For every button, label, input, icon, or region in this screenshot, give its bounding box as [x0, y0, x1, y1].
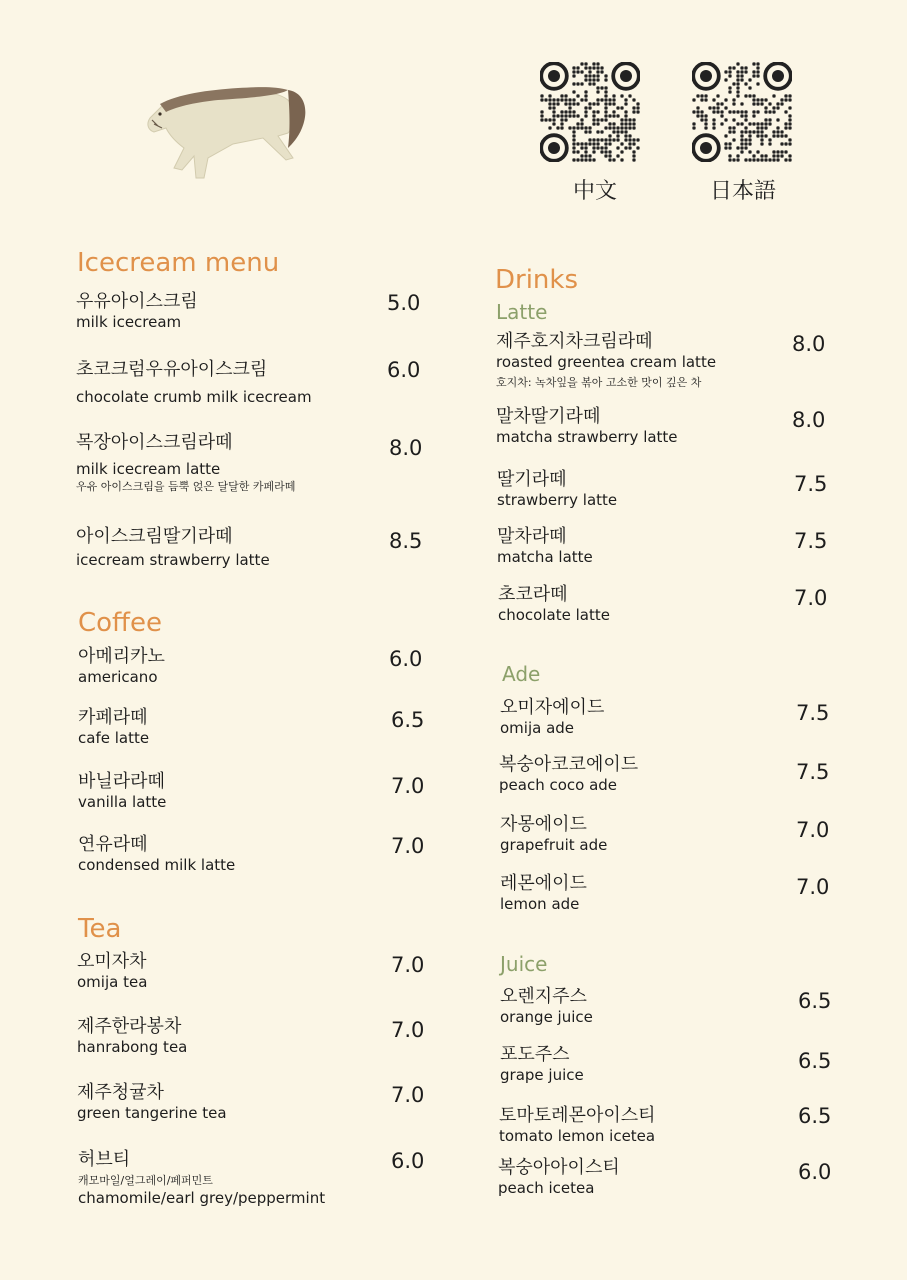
item-name-ko: 레몬에이드 [500, 873, 587, 894]
item-name-ko: 오미자차 [77, 951, 147, 972]
menu-item [497, 469, 617, 510]
menu-item [77, 1082, 227, 1123]
item-price: 6.5 [391, 708, 425, 732]
item-price: 8.0 [389, 436, 423, 460]
item-name-ko: 초코크럼우유아이스크림 [76, 359, 268, 380]
menu-item [78, 834, 235, 875]
item-name-en: matcha latte [497, 548, 593, 566]
item-name-ko: 허브티 [78, 1149, 131, 1170]
item-name-ko: 말차딸기라떼 [496, 406, 601, 427]
menu-item [76, 291, 198, 332]
item-name-en: roasted greentea cream latte [496, 353, 717, 371]
item-name-en: vanilla latte [78, 793, 167, 811]
item-name-ko: 복숭아아이스티 [498, 1157, 620, 1178]
item-name-ko: 목장아이스크림라떼 [76, 432, 233, 453]
subsection-title-juice: Juice [500, 952, 548, 976]
item-name-ko: 오렌지주스 [500, 986, 587, 1007]
item-name-en: chocolate latte [498, 606, 610, 624]
menu-item [77, 951, 147, 992]
item-price: 7.0 [391, 953, 425, 977]
menu-item [76, 526, 270, 570]
menu-item [78, 646, 165, 687]
item-price: 8.0 [792, 408, 826, 432]
item-name-ko: 제주호지차크림라떼 [496, 331, 653, 352]
item-price: 6.0 [387, 358, 421, 382]
horse-illustration-icon [138, 78, 313, 183]
item-name-ko: 토마토레몬아이스티 [499, 1105, 656, 1126]
item-price: 6.0 [391, 1149, 425, 1173]
item-price: 7.5 [796, 760, 830, 784]
item-name-en: peach icetea [498, 1179, 595, 1197]
item-name-ko: 자몽에이드 [500, 814, 587, 835]
item-name-en: orange juice [500, 1008, 593, 1026]
item-name-en: chamomile/earl grey/peppermint [78, 1189, 326, 1207]
item-name-en: chocolate crumb milk icecream [76, 388, 312, 406]
item-price: 7.0 [391, 834, 425, 858]
menu-item [500, 986, 593, 1027]
qr-code-icon[interactable] [540, 62, 640, 162]
item-price: 7.0 [391, 1018, 425, 1042]
item-price: 7.5 [796, 701, 830, 725]
item-name-en: milk icecream latte [76, 460, 221, 478]
item-name-en: omija tea [77, 973, 148, 991]
menu-item [499, 754, 638, 795]
item-name-ko: 복숭아코코에이드 [499, 754, 639, 775]
item-price: 7.5 [794, 529, 828, 553]
item-price: 8.5 [389, 529, 423, 553]
item-name-en: matcha strawberry latte [496, 428, 678, 446]
item-name-ko: 딸기라떼 [497, 469, 567, 490]
qr-code-icon[interactable] [692, 62, 792, 162]
item-price: 7.0 [796, 818, 830, 842]
subsection-title-latte: Latte [496, 300, 548, 324]
item-name-en: tomato lemon icetea [499, 1127, 656, 1145]
section-title-icecream: Icecream menu [77, 248, 280, 278]
subsection-title-ade: Ade [502, 662, 541, 686]
item-name-ko: 오미자에이드 [500, 697, 605, 718]
item-name-en: strawberry latte [497, 491, 618, 509]
item-name-en: lemon ade [500, 895, 580, 913]
item-price: 6.0 [389, 647, 423, 671]
menu-item [500, 814, 607, 855]
menu-item [498, 584, 610, 625]
item-name-ko: 말차라떼 [497, 526, 567, 547]
item-name-en: omija ade [500, 719, 575, 737]
menu-item [76, 359, 312, 407]
item-price: 7.0 [794, 586, 828, 610]
menu-item [78, 707, 149, 748]
item-name-en: grapefruit ade [500, 836, 608, 854]
item-price: 5.0 [387, 291, 421, 315]
item-note: 우유 아이스크림을 듬뿍 얹은 달달한 카페라떼 [76, 480, 296, 493]
menu-item [500, 1044, 584, 1085]
item-name-en: americano [78, 668, 158, 686]
item-name-en: green tangerine tea [77, 1104, 227, 1122]
menu-item [500, 697, 604, 738]
item-name-en: condensed milk latte [78, 856, 236, 874]
item-name-ko: 제주청귤차 [77, 1082, 164, 1103]
item-name-ko: 우유아이스크림 [76, 291, 198, 312]
item-name-ko: 제주한라봉차 [77, 1016, 182, 1037]
item-price: 7.0 [391, 1083, 425, 1107]
item-name-ko: 아메리카노 [78, 646, 165, 667]
item-name-en: grape juice [500, 1066, 584, 1084]
item-price: 7.0 [391, 774, 425, 798]
section-title-coffee: Coffee [78, 608, 162, 638]
menu-item [499, 1105, 656, 1146]
item-note: 호지차: 녹차잎을 볶아 고소한 맛이 깊은 차 [496, 376, 702, 389]
item-name-ko: 바닐라라떼 [78, 771, 165, 792]
menu-item [498, 1157, 620, 1198]
item-name-en: cafe latte [78, 729, 150, 747]
item-price: 6.5 [798, 989, 832, 1013]
menu-item [78, 1149, 325, 1208]
item-name-ko: 아이스크림딸기라떼 [76, 526, 233, 547]
menu-item [76, 432, 295, 495]
item-name-en: milk icecream [76, 313, 182, 331]
item-name-en: hanrabong tea [77, 1038, 188, 1056]
item-name-ko: 초코라떼 [498, 584, 568, 605]
section-title-tea: Tea [78, 914, 122, 944]
item-price: 6.5 [798, 1049, 832, 1073]
section-title-drinks: Drinks [495, 265, 579, 295]
qr-label-japanese[interactable]: 日本語 [709, 179, 776, 204]
menu-item [77, 1016, 187, 1057]
qr-label-chinese[interactable]: 中文 [572, 179, 617, 204]
item-name-en: peach coco ade [499, 776, 618, 794]
menu-item [500, 873, 587, 914]
menu-item [496, 331, 716, 391]
item-name-ko: 포도주스 [500, 1044, 570, 1065]
item-price: 7.5 [794, 472, 828, 496]
item-price: 8.0 [792, 332, 826, 356]
menu-item [78, 771, 166, 812]
item-name-ko: 연유라떼 [78, 834, 148, 855]
item-note: 캐모마일/얼그레이/페퍼민트 [78, 1174, 213, 1187]
item-price: 6.5 [798, 1104, 832, 1128]
item-price: 7.0 [796, 875, 830, 899]
item-price: 6.0 [798, 1160, 832, 1184]
menu-item [497, 526, 593, 567]
item-name-en: icecream strawberry latte [76, 551, 270, 569]
menu-item [496, 406, 678, 447]
item-name-ko: 카페라떼 [78, 707, 148, 728]
